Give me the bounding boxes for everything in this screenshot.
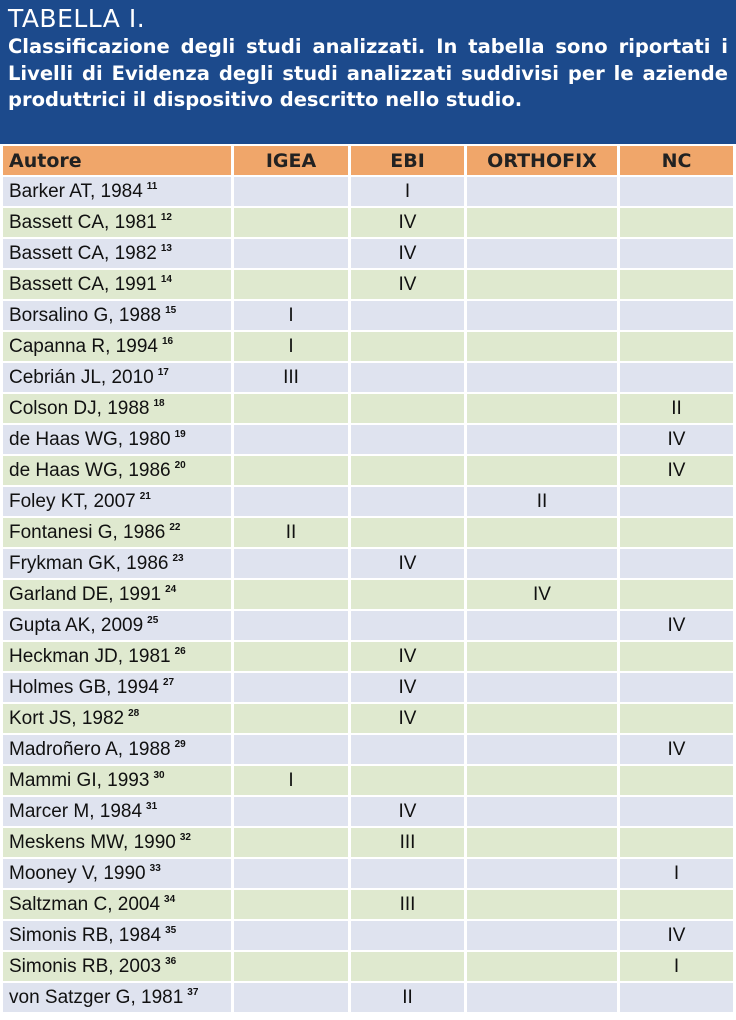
author-name: de Haas WG, 1986 <box>9 459 171 481</box>
evidence-cell-orthofix <box>467 549 617 578</box>
table-row <box>3 766 733 795</box>
author-name: Cebrián JL, 2010 <box>9 366 154 388</box>
author-cell <box>3 673 231 702</box>
evidence-cell-orthofix <box>467 983 617 1012</box>
reference-number: 19 <box>174 429 186 441</box>
author-name: Heckman JD, 1981 <box>9 645 171 667</box>
evidence-cell-orthofix <box>467 239 617 268</box>
author-cell <box>3 797 231 826</box>
author-cell <box>3 363 231 392</box>
table-row <box>3 301 733 330</box>
evidence-cell-orthofix <box>467 735 617 764</box>
evidence-cell-ebi: IV <box>351 797 464 826</box>
table-row <box>3 177 733 206</box>
evidence-cell-igea <box>234 270 348 299</box>
evidence-cell-nc <box>620 177 733 206</box>
reference-number: 29 <box>174 739 186 751</box>
author-cell <box>3 456 231 485</box>
reference-number: 22 <box>169 522 181 534</box>
evidence-cell-igea <box>234 611 348 640</box>
evidence-cell-igea <box>234 921 348 950</box>
reference-number: 23 <box>172 553 184 565</box>
evidence-cell-orthofix <box>467 332 617 361</box>
evidence-cell-orthofix: II <box>467 487 617 516</box>
evidence-cell-nc <box>620 239 733 268</box>
evidence-cell-ebi <box>351 921 464 950</box>
evidence-cell-ebi: IV <box>351 704 464 733</box>
evidence-cell-ebi: IV <box>351 270 464 299</box>
reference-number: 35 <box>165 925 177 937</box>
evidence-cell-orthofix <box>467 642 617 671</box>
evidence-cell-ebi <box>351 952 464 981</box>
evidence-cell-nc <box>620 673 733 702</box>
author-cell <box>3 301 231 330</box>
author-name: Simonis RB, 2003 <box>9 955 162 977</box>
evidence-cell-igea <box>234 797 348 826</box>
reference-number: 15 <box>165 305 177 317</box>
evidence-cell-igea <box>234 456 348 485</box>
evidence-cell-orthofix <box>467 518 617 547</box>
evidence-cell-orthofix <box>467 425 617 454</box>
author-cell <box>3 580 231 609</box>
table-row <box>3 952 733 981</box>
table-row <box>3 394 733 423</box>
evidence-cell-nc: IV <box>620 456 733 485</box>
table-row <box>3 456 733 485</box>
table-row <box>3 983 733 1012</box>
author-name: Frykman GK, 1986 <box>9 552 169 574</box>
evidence-cell-nc <box>620 363 733 392</box>
evidence-cell-nc: II <box>620 394 733 423</box>
evidence-cell-orthofix <box>467 859 617 888</box>
evidence-cell-orthofix <box>467 766 617 795</box>
table-header <box>0 0 736 144</box>
author-name: Saltzman C, 2004 <box>9 893 161 915</box>
evidence-cell-igea <box>234 580 348 609</box>
table-row <box>3 487 733 516</box>
author-cell <box>3 549 231 578</box>
evidence-cell-nc <box>620 332 733 361</box>
evidence-cell-ebi <box>351 859 464 888</box>
evidence-cell-igea <box>234 704 348 733</box>
evidence-cell-igea: I <box>234 332 348 361</box>
author-name: Capanna R, 1994 <box>9 335 158 357</box>
evidence-cell-ebi <box>351 518 464 547</box>
author-name: Bassett CA, 1991 <box>9 273 157 295</box>
author-name: de Haas WG, 1980 <box>9 428 171 450</box>
evidence-cell-ebi: III <box>351 890 464 919</box>
table-row <box>3 549 733 578</box>
table-caption: Classificazione degli studi analizzati. In tabella sono riportati i Livelli di Evidenza degli studi analizzati suddivisi per le aziende produttrici il dispositivo descritto nello studio. <box>8 35 728 111</box>
reference-number: 18 <box>153 398 165 410</box>
table-row <box>3 363 733 392</box>
table-row <box>3 425 733 454</box>
table-row <box>3 735 733 764</box>
reference-number: 32 <box>179 832 191 844</box>
author-cell <box>3 735 231 764</box>
evidence-cell-ebi: II <box>351 983 464 1012</box>
evidence-cell-nc: IV <box>620 611 733 640</box>
reference-number: 36 <box>165 956 177 968</box>
evidence-cell-orthofix <box>467 301 617 330</box>
author-cell <box>3 642 231 671</box>
evidence-table <box>0 144 736 1014</box>
column-header-ebi: EBI <box>351 146 464 175</box>
evidence-cell-nc: I <box>620 859 733 888</box>
author-cell <box>3 766 231 795</box>
evidence-cell-igea <box>234 549 348 578</box>
evidence-cell-orthofix <box>467 270 617 299</box>
author-name: Garland DE, 1991 <box>9 583 162 605</box>
author-cell <box>3 611 231 640</box>
author-cell <box>3 270 231 299</box>
author-name: Kort JS, 1982 <box>9 707 125 729</box>
evidence-cell-nc <box>620 208 733 237</box>
author-cell <box>3 890 231 919</box>
author-cell <box>3 859 231 888</box>
evidence-cell-nc <box>620 270 733 299</box>
column-header-autore: Autore <box>3 146 231 175</box>
evidence-cell-nc <box>620 766 733 795</box>
evidence-cell-orthofix <box>467 797 617 826</box>
reference-number: 37 <box>187 987 199 999</box>
reference-number: 34 <box>164 894 176 906</box>
reference-number: 20 <box>174 460 186 472</box>
author-name: Bassett CA, 1982 <box>9 242 157 264</box>
author-cell <box>3 704 231 733</box>
reference-number: 24 <box>165 584 177 596</box>
author-name: Foley KT, 2007 <box>9 490 136 512</box>
evidence-cell-igea <box>234 239 348 268</box>
evidence-cell-nc <box>620 301 733 330</box>
author-name: Bassett CA, 1981 <box>9 211 157 233</box>
table-row <box>3 673 733 702</box>
evidence-cell-ebi <box>351 735 464 764</box>
evidence-cell-nc: IV <box>620 425 733 454</box>
evidence-cell-nc <box>620 983 733 1012</box>
column-header-igea: IGEA <box>234 146 348 175</box>
evidence-cell-nc <box>620 518 733 547</box>
author-name: Fontanesi G, 1986 <box>9 521 166 543</box>
evidence-cell-igea <box>234 828 348 857</box>
evidence-cell-igea: I <box>234 766 348 795</box>
evidence-cell-igea <box>234 394 348 423</box>
evidence-cell-igea <box>234 673 348 702</box>
evidence-cell-igea <box>234 208 348 237</box>
evidence-cell-igea: III <box>234 363 348 392</box>
author-name: von Satzger G, 1981 <box>9 986 184 1008</box>
reference-number: 27 <box>162 677 175 689</box>
author-cell <box>3 208 231 237</box>
evidence-cell-nc <box>620 487 733 516</box>
evidence-cell-igea <box>234 952 348 981</box>
author-cell <box>3 394 231 423</box>
reference-number: 26 <box>174 646 186 658</box>
evidence-cell-orthofix <box>467 673 617 702</box>
evidence-cell-nc: IV <box>620 921 733 950</box>
evidence-cell-ebi: IV <box>351 673 464 702</box>
evidence-cell-igea <box>234 177 348 206</box>
table-title: TABELLA I. <box>8 4 146 33</box>
reference-number: 17 <box>157 367 169 379</box>
author-name: Simonis RB, 1984 <box>9 924 162 946</box>
evidence-cell-orthofix <box>467 208 617 237</box>
author-cell <box>3 177 231 206</box>
author-name: Colson DJ, 1988 <box>9 397 150 419</box>
table-row <box>3 797 733 826</box>
reference-number: 11 <box>146 181 158 193</box>
evidence-cell-orthofix <box>467 828 617 857</box>
evidence-cell-nc <box>620 704 733 733</box>
evidence-cell-nc <box>620 890 733 919</box>
table-row <box>3 239 733 268</box>
table-row <box>3 611 733 640</box>
column-header-nc: NC <box>620 146 733 175</box>
evidence-cell-igea <box>234 487 348 516</box>
author-name: Meskens MW, 1990 <box>9 831 176 853</box>
author-name: Marcer M, 1984 <box>9 800 143 822</box>
table-row <box>3 332 733 361</box>
reference-number: 12 <box>160 212 172 224</box>
author-cell <box>3 487 231 516</box>
table-row <box>3 208 733 237</box>
reference-number: 21 <box>139 491 151 503</box>
author-cell <box>3 921 231 950</box>
table-row <box>3 921 733 950</box>
column-header-orthofix: ORTHOFIX <box>467 146 617 175</box>
table-row <box>3 828 733 857</box>
evidence-cell-nc: IV <box>620 735 733 764</box>
evidence-cell-igea <box>234 859 348 888</box>
reference-number: 16 <box>161 336 174 348</box>
evidence-cell-igea <box>234 425 348 454</box>
table-row <box>3 859 733 888</box>
author-name: Barker AT, 1984 <box>9 180 143 202</box>
evidence-cell-igea <box>234 735 348 764</box>
author-cell <box>3 983 231 1012</box>
evidence-cell-orthofix <box>467 611 617 640</box>
evidence-cell-orthofix: IV <box>467 580 617 609</box>
evidence-cell-nc <box>620 580 733 609</box>
reference-number: 33 <box>149 863 161 875</box>
evidence-cell-ebi: IV <box>351 642 464 671</box>
evidence-cell-ebi: IV <box>351 549 464 578</box>
evidence-cell-ebi: I <box>351 177 464 206</box>
author-name: Borsalino G, 1988 <box>9 304 162 326</box>
evidence-cell-orthofix <box>467 704 617 733</box>
evidence-cell-ebi <box>351 332 464 361</box>
evidence-cell-ebi <box>351 301 464 330</box>
evidence-cell-nc <box>620 549 733 578</box>
author-cell <box>3 239 231 268</box>
table-row <box>3 890 733 919</box>
evidence-cell-ebi <box>351 363 464 392</box>
evidence-cell-ebi: IV <box>351 208 464 237</box>
evidence-cell-igea <box>234 890 348 919</box>
evidence-cell-orthofix <box>467 890 617 919</box>
author-cell <box>3 425 231 454</box>
reference-number: 30 <box>153 770 165 782</box>
evidence-cell-orthofix <box>467 456 617 485</box>
evidence-cell-ebi <box>351 766 464 795</box>
evidence-cell-ebi <box>351 487 464 516</box>
author-cell <box>3 952 231 981</box>
author-name: Gupta AK, 2009 <box>9 614 144 636</box>
evidence-cell-nc <box>620 642 733 671</box>
author-cell <box>3 518 231 547</box>
author-name: Mammi GI, 1993 <box>9 769 150 791</box>
evidence-cell-orthofix <box>467 394 617 423</box>
table-row <box>3 642 733 671</box>
evidence-cell-igea: II <box>234 518 348 547</box>
evidence-cell-ebi <box>351 425 464 454</box>
evidence-cell-igea <box>234 642 348 671</box>
author-cell <box>3 828 231 857</box>
reference-number: 25 <box>147 615 159 627</box>
evidence-cell-nc <box>620 828 733 857</box>
author-name: Madroñero A, 1988 <box>9 738 171 760</box>
table-row <box>3 580 733 609</box>
evidence-cell-ebi: IV <box>351 239 464 268</box>
evidence-cell-orthofix <box>467 921 617 950</box>
evidence-cell-orthofix <box>467 363 617 392</box>
evidence-cell-orthofix <box>467 177 617 206</box>
column-header-row <box>3 146 733 175</box>
evidence-cell-orthofix <box>467 952 617 981</box>
author-name: Mooney V, 1990 <box>9 862 146 884</box>
evidence-cell-nc <box>620 797 733 826</box>
table-row <box>3 704 733 733</box>
reference-number: 28 <box>128 708 140 720</box>
evidence-cell-igea <box>234 983 348 1012</box>
author-name: Holmes GB, 1994 <box>9 676 159 698</box>
evidence-cell-ebi <box>351 580 464 609</box>
reference-number: 13 <box>160 243 172 255</box>
author-cell <box>3 332 231 361</box>
reference-number: 14 <box>160 274 172 286</box>
table-row <box>3 270 733 299</box>
evidence-cell-ebi <box>351 394 464 423</box>
table-body <box>3 177 733 1012</box>
evidence-cell-nc: I <box>620 952 733 981</box>
reference-number: 31 <box>146 801 158 813</box>
evidence-cell-igea: I <box>234 301 348 330</box>
evidence-cell-ebi <box>351 611 464 640</box>
evidence-cell-ebi <box>351 456 464 485</box>
evidence-cell-ebi: III <box>351 828 464 857</box>
table-row <box>3 518 733 547</box>
